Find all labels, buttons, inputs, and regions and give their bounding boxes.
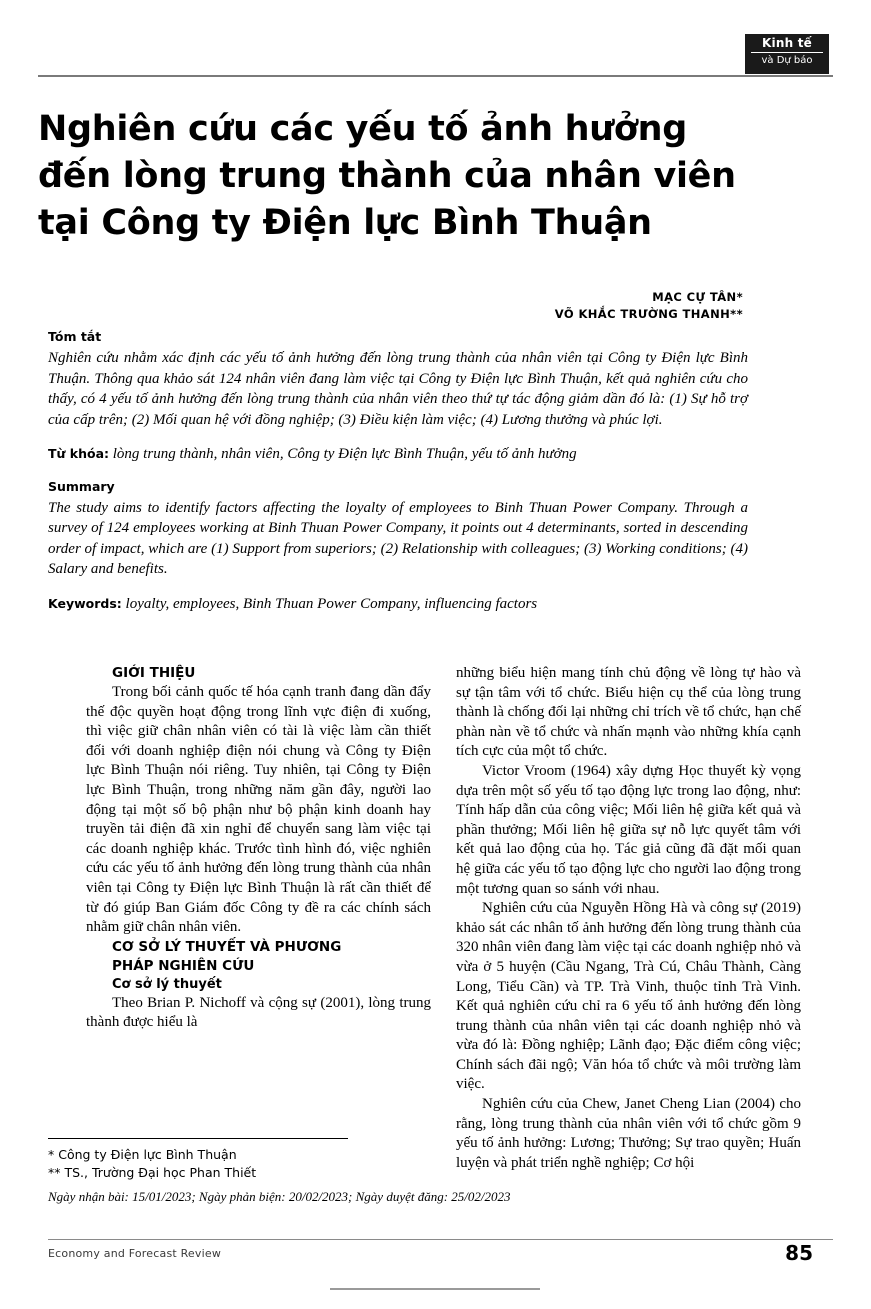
footnotes: [48, 1146, 748, 1206]
paragraph-right-2: Victor Vroom (1964) xây dựng Học thuyết kỳ vọng dựa trên một số yếu tố tạo động lực trong lao động, như: Tính hấp dẫn của công việc; Mối liên hệ giữa kết quả và phần thưởng; Mối liên hệ giữa sự nỗ lực quyết tâm với kết quả lao động của họ. Tác giả cũng đã đặt mối quan hệ giữa các yếu tố tạo động lực cho người lao động trong một tương quan so sánh với nhau.: [456, 762, 801, 897]
paragraph-left-2: Theo Brian P. Nichoff và cộng sự (2001), lòng trung thành được hiểu là: [86, 994, 431, 1031]
masthead-rule: [38, 75, 833, 77]
body-columns: [48, 664, 833, 1171]
abstract-en-body: The study aims to identify factors affecting the loyalty of employees to Binh Thuan Power Company. Through a survey of 124 employees working at Binh Thuan Power Company, it points out 4 determinants, sorted in descending order of impact, which are (1) Support from superiors; (2) Relationship with colleagues; (3) Working conditions; (4) Salary and benefits.: [48, 499, 748, 577]
masthead: [38, 34, 833, 78]
body-column-left: [86, 664, 431, 1033]
author-list: [38, 289, 743, 323]
footer-rule: [48, 1239, 833, 1240]
author-1: MẠC CỰ TÂN*: [652, 290, 743, 304]
footnote-1: * Công ty Điện lực Bình Thuận: [48, 1147, 237, 1162]
footnote-2: ** TS., Trường Đại học Phan Thiết: [48, 1165, 257, 1180]
paragraph-left-1: Trong bối cảnh quốc tế hóa cạnh tranh đang dần đẩy thế độc quyền hoạt động trong lĩnh vực điện đi xuống, thì việc giữ chân nhân viên có tài là việc làm cần thiết đối với doanh nghiệp điện nói chung và Công ty Điện lực Bình Thuận nói riêng. Tuy nhiên, tại Công ty Điện lực Bình Thuận, trong những năm gần đây, người lao động tại một số bộ phận như bộ phận kinh doanh hay truyền tải điện đã xin nghỉ để chuyển sang làm việc tại các doanh nghiệp khác. Trước tình hình đó, việc nghiên cứu các yếu tố ảnh hưởng đến lòng trung thành của nhân viên tại Công ty Điện lực Bình Thuận là rất cần thiết để từ đó giúp Ban Giám đốc Công ty đề ra các chính sách nhằm giữ chân nhân viên.: [86, 684, 431, 936]
subheading-theory-basis: Cơ sở lý thuyết: [112, 976, 222, 992]
journal-name: Economy and Forecast Review: [48, 1247, 222, 1260]
abstract-vi-body: Nghiên cứu nhằm xác định các yếu tố ảnh hưởng đến lòng trung thành của nhân viên tại Công ty Điện lực Bình Thuận. Thông qua khảo sát 124 nhân viên đang làm việc tại Công ty Điện lực Bình Thuận, kết quả nghiên cứu cho thấy, có 4 yếu tố ảnh hưởng đến lòng trung thành của nhân viên theo thứ tự tác động giảm dần đó là: (1) Sự hỗ trợ của cấp trên; (2) Mối quan hệ với đồng nghiệp; (3) Điều kiện làm việc; (4) Lương thưởng và phúc lợi.: [48, 350, 748, 428]
body-column-right: [456, 664, 801, 1173]
journal-logo-badge: [745, 34, 829, 74]
keywords-en: [48, 594, 748, 615]
title-line-3: tại Công ty Điện lực Bình Thuận: [38, 203, 652, 243]
badge-line-1: Kinh tế: [762, 36, 812, 50]
paragraph-right-1: những biểu hiện mang tính chủ động về lòng tự hào và sự tận tâm với tổ chức. Biểu hiện cụ thể của lòng trung thành là chống đối lại những chỉ trích về tổ chức, hạn chế phàn nàn về tổ chức và nhấn mạnh vào những khía cạnh tích cực của một tổ chức.: [456, 665, 801, 760]
heading-theory-line1: CƠ SỞ LÝ THUYẾT VÀ PHƯƠNG: [112, 938, 342, 955]
keywords-en-label: Keywords:: [48, 595, 122, 611]
keywords-vi: [48, 444, 748, 465]
author-2: VÕ KHẮC TRƯỜNG THANH**: [554, 307, 743, 321]
abstract-vi-heading: Tóm tắt: [48, 329, 102, 344]
abstract-en-heading: Summary: [48, 478, 115, 494]
paragraph-right-4: Nghiên cứu của Chew, Janet Cheng Lian (2004) cho rằng, lòng trung thành của nhân viên với tổ chức gồm 9 yếu tố ảnh hưởng: Lương; Thưởng; Sự trao quyền; Huấn luyện và phát triển nghề nghiệp; Cơ hội: [456, 1096, 801, 1171]
footnote-rule: [48, 1138, 348, 1139]
title-line-2: đến lòng trung thành của nhân viên: [38, 156, 736, 196]
title-line-1: Nghiên cứu các yếu tố ảnh hưởng: [38, 109, 687, 149]
abstract-section: [48, 329, 748, 614]
keywords-vi-label: Từ khóa:: [48, 446, 110, 461]
page-number: 85: [785, 1241, 813, 1265]
submission-dates: Ngày nhận bài: 15/01/2023; Ngày phản biện: 20/02/2023; Ngày duyệt đăng: 25/02/2023: [48, 1189, 511, 1204]
paragraph-right-3: Nghiên cứu của Nguyễn Hồng Hà và công sự (2019) khảo sát các nhân tố ảnh hưởng đến lòng trung thành của 320 nhân viên đang làm việc tại các doanh nghiệp nhỏ và vừa ở 5 huyện (Cầu Ngang, Trà Cú, Châu Thành, Càng Long, Tiểu Cần) và TP. Trà Vinh, thuộc tỉnh Trà Vinh. Kết quả nghiên cứu chỉ ra 6 yếu tố ảnh hưởng đến lòng trung thành của nhân viên tại các doanh nghiệp nhỏ và vừa đó là: Đồng nghiệp; Lãnh đạo; Đặc điểm công việc; Chính sách đãi ngộ; Văn hóa tổ chức và môi trường làm việc.: [456, 900, 801, 1093]
heading-introduction: GIỚI THIỆU: [112, 665, 196, 681]
bottom-crop-mark: [330, 1288, 540, 1290]
keywords-vi-text: lòng trung thành, nhân viên, Công ty Điện lực Bình Thuận, yếu tố ảnh hưởng: [112, 446, 577, 462]
keywords-en-text: loyalty, employees, Binh Thuan Power Company, influencing factors: [125, 595, 538, 612]
page-inner: [38, 34, 833, 1274]
page-footer: [48, 1239, 833, 1279]
article-title: [38, 106, 758, 247]
heading-theory-line2: PHÁP NGHIÊN CỨU: [112, 957, 255, 974]
badge-line-2: và Dự báo: [751, 52, 823, 67]
